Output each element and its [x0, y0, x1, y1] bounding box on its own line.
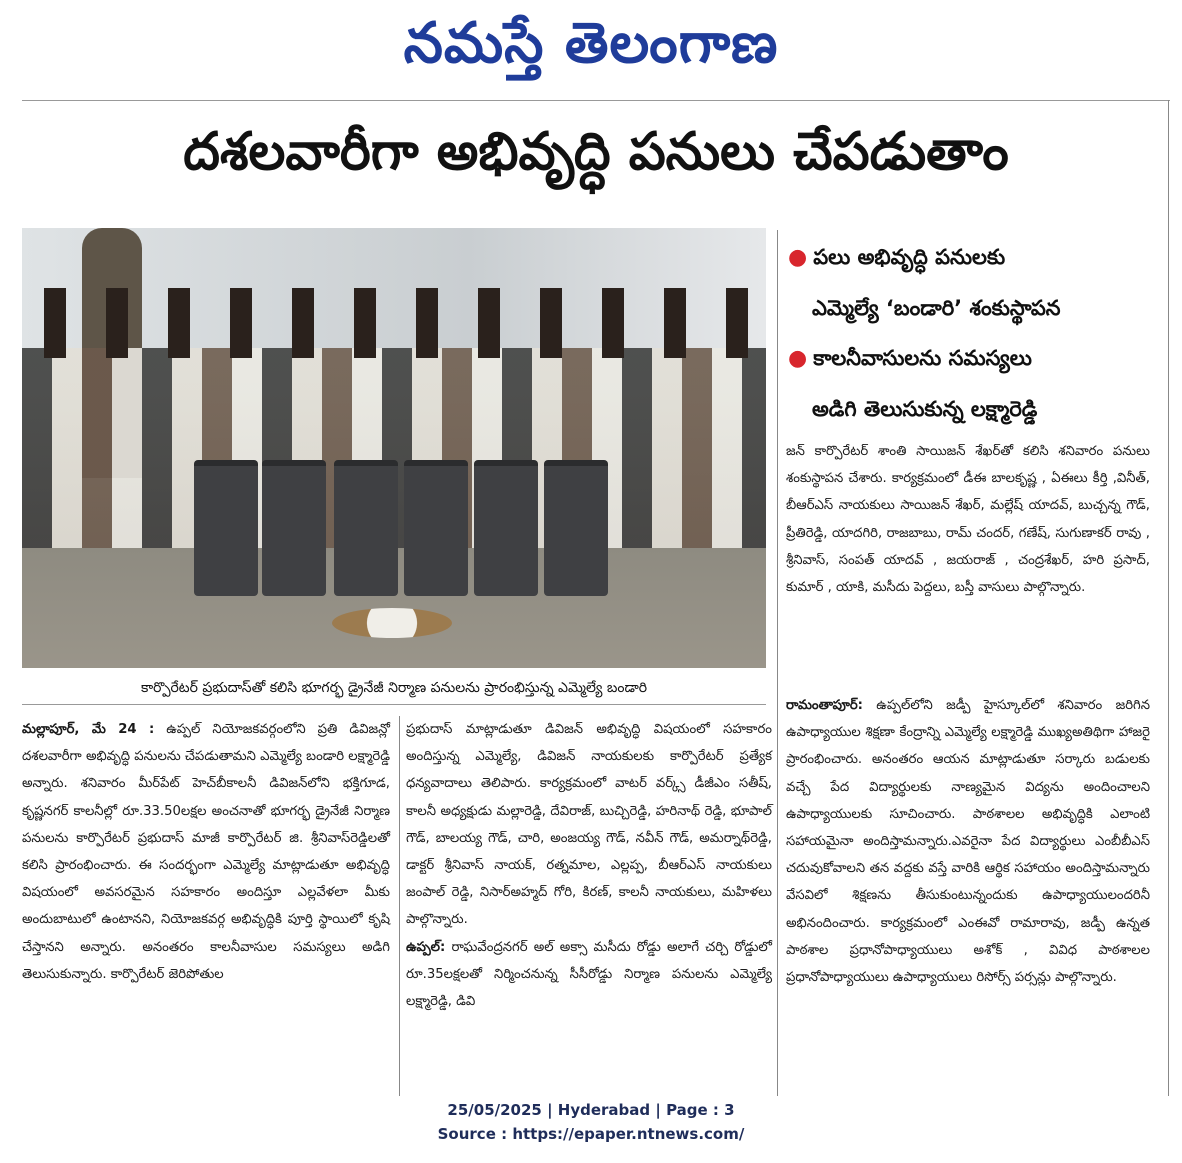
photo-drum — [194, 460, 258, 596]
column-divider — [777, 230, 778, 1096]
footer-date-page: 25/05/2025 | Hyderabad | Page : 3 — [447, 1101, 735, 1119]
photo-drum — [262, 460, 326, 596]
highlight-item-continued: ఎమ్మెల్యే ‘బండారి’ శంకుస్థాపన — [812, 296, 1061, 320]
dateline: ఉప్పల్: — [406, 939, 446, 955]
dateline: రామంతాపూర్: — [786, 698, 863, 713]
highlight-item: ● కాలనీవాసులను సమస్యలు — [788, 346, 1032, 371]
masthead-title: నమస్తే తెలంగాణ — [403, 10, 779, 76]
highlight-item: ● పలు అభివృద్ధి పనులకు — [788, 245, 1006, 270]
highlights-box — [788, 232, 1170, 434]
highlight-item-continued: అడిగి తెలుసుకున్న లక్ష్మారెడ్డి — [812, 397, 1038, 421]
photo-caption: కార్పొరేటర్ ప్రభుదాస్‌తో కలిసి భూగర్భ డ్రైనేజీ నిర్మాణ పనులను ప్రారంభిస్తున్న ఎమ్మెల్యే బండారి — [140, 680, 648, 696]
article-column-3-bottom: రామంతాపూర్: ఉప్పల్‌లోని జడ్పీ హైస్కూల్‌లో శనివారం జరిగిన ఉపాధ్యాయుల శిక్షణా కేంద్రాన్ని ఎమ్మెల్యే లక్ష్మారెడ్డి ముఖ్యఅతిథిగా హాజరై ప్రారంభించారు. అనంతరం ఆయన మాట్లాడుతూ సర్కారు బడులకు వచ్చే పేద విద్యార్థులకు నాణ్యమైన విద్యను అందించాలని ఉపాధ్యాయులకు సూచించారు. పాఠశాలల అభివృద్ధికి ఎలాంటి సహాయమైనా అందిస్తామన్నారు.ఎవరైనా పేద విద్యార్థులు ఎంబీబీఎస్ చదువుకోవాలని తన వద్దకు వస్తే వారికి ఆర్థిక సహాయం అందిస్తామన్నారు వేసవిలో శిక్షణను తీసుకుంటున్నందుకు ఉపాధ్యాయులందరినీ అభినందించారు. కార్యక్రమంలో ఎంఈవో రామారావు, జడ్పీ ఉన్నత పాఠశాల ప్రధానోపాధ్యాయులు అశోక్ , వివిధ పాఠశాలల ప్రధానోపాధ్యాయులు ఉపాధ్యాయులు రిసోర్స్ పర్సన్లు పాల్గొన్నారు. — [786, 698, 1150, 986]
bullet-dot-icon: ● — [788, 346, 808, 371]
photo-drum — [544, 460, 608, 596]
news-photo — [22, 228, 766, 668]
article-column-2: ప్రభుదాస్ మాట్లాడుతూ డివిజన్ అభివృద్ధి విషయంలో సహకారం అందిస్తున్న ఎమ్మెల్యే, డివిజన్ నాయకులకు కార్పొరేటర్ ప్రత్యేక ధన్యవాదాలు తెలిపారు. కార్యక్రమంలో వాటర్ వర్క్స్ డీజీఎం సతీష్, కాలనీ అధ్యక్షుడు మల్లారెడ్డి, దేవిరాజ్, బుచ్చిరెడ్డి, హరినాథ్ రెడ్డి, భూపాల్ గౌడ్, బాలయ్య గౌడ్, చారి, అంజయ్య గౌడ్, నవీన్ గౌడ్, అమర్నాథ్‌రెడ్డి, డాక్టర్ శ్రీనివాస్ నాయక్, రత్నమాల, ఎల్లప్ప, బీఆర్ఎస్ నాయకులు జంపాల్ రెడ్డి, నిసార్‌అహ్మద్ గోరి, కిరణ్, కాలనీ నాయకులు, మహిళలు పాల్గొన్నారు. ఉప్పల్: రాఘవేంద్రనగర్ అల్ అక్సా మసీదు రోడ్డు అలాగే చర్చి రోడ్డులో రూ.35లక్షలతో నిర్మించనున్న సీసీరోడ్డు నిర్మాణ పనులను ఎమ్మెల్యే లక్ష్మారెడ్డి, డివి — [406, 722, 772, 1010]
footer-source: Source : https://epaper.ntnews.com/ — [437, 1125, 745, 1143]
photo-coconuts — [332, 608, 452, 638]
masthead-rule — [22, 100, 1170, 101]
article-column-3-top: జన్ కార్పొరేటర్ శాంతి సాయిజన్ శేఖర్‌తో కలిసి శనివారం పనులు శంకుస్థాపన చేశారు. కార్యక్రమంలో డీఈ బాలకృష్ణ , ఏఈలు కీర్తి ,వినీత్, బీఆర్ఎస్ నాయకులు సాయిజన్ శేఖర్, మల్లేష్ యాదవ్, బుచ్చన్న గౌడ్, ప్రీతిరెడ్డి, యాదగిరి, రాజబాబు, రామ్ చందర్, గణేష్, సుగుణాకర్ రావు , శ్రీనివాస్, సంపత్ యాదవ్ , జయరాజ్ , చంద్రశేఖర్, హరి ప్రసాద్, కుమార్ , యాకి, మసీదు పెద్దలు, బస్తీ వాసులు పాల్గొన్నారు. — [786, 444, 1150, 596]
photo-drum — [404, 460, 468, 596]
bullet-dot-icon: ● — [788, 245, 808, 270]
article-column-1: మల్లాపూర్, మే 24 : ఉప్పల్ నియోజకవర్గంలోని ప్రతి డివిజన్లో దశలవారీగా అభివృద్ధి పనులను చేపడుతామని ఎమ్మెల్యే బండారి లక్ష్మారెడ్డి అన్నారు. శనివారం మీర్‌పేట్ హెచ్‌బీకాలనీ డివిజన్‌లోని భక్తిగూడ, కృష్ణనగర్ కాలనీల్లో రూ.33.50లక్షల అంచనాతో భూగర్భ డ్రైనేజీ నిర్మాణ పనులను కార్పొరేటర్ ప్రభుదాస్ మాజీ కార్పొరేటర్ జి. శ్రీనివాస్‌రెడ్డిలతో కలిసి ప్రారంభించారు. ఈ సందర్భంగా ఎమ్మెల్యే మాట్లాడుతూ అభివృద్ధి విషయంలో అవసరమైన సహకారం అందిస్తూ ఎల్లవేళలా మీకు అందుబాటులో ఉంటానని, నియోజకవర్గ అభివృద్ధికి పూర్తి స్థాయిలో కృషి చేస్తానని అన్నారు. అనంతరం కాలనీవాసుల సమస్యలు అడిగి తెలుసుకున్నారు. కార్పొరేటర్ జెరిపోతుల — [22, 722, 390, 982]
column-divider — [399, 716, 400, 1096]
photo-drum — [334, 460, 398, 596]
caption-rule — [22, 704, 766, 705]
column-divider — [1168, 100, 1169, 1096]
headline: దశలవారీగా అభివృద్ధి పనులు చేపడుతాం — [183, 122, 1009, 182]
dateline: మల్లాపూర్, మే 24 : — [22, 722, 155, 737]
photo-heads — [22, 288, 766, 358]
photo-drum — [474, 460, 538, 596]
page-footer — [0, 1098, 1182, 1146]
